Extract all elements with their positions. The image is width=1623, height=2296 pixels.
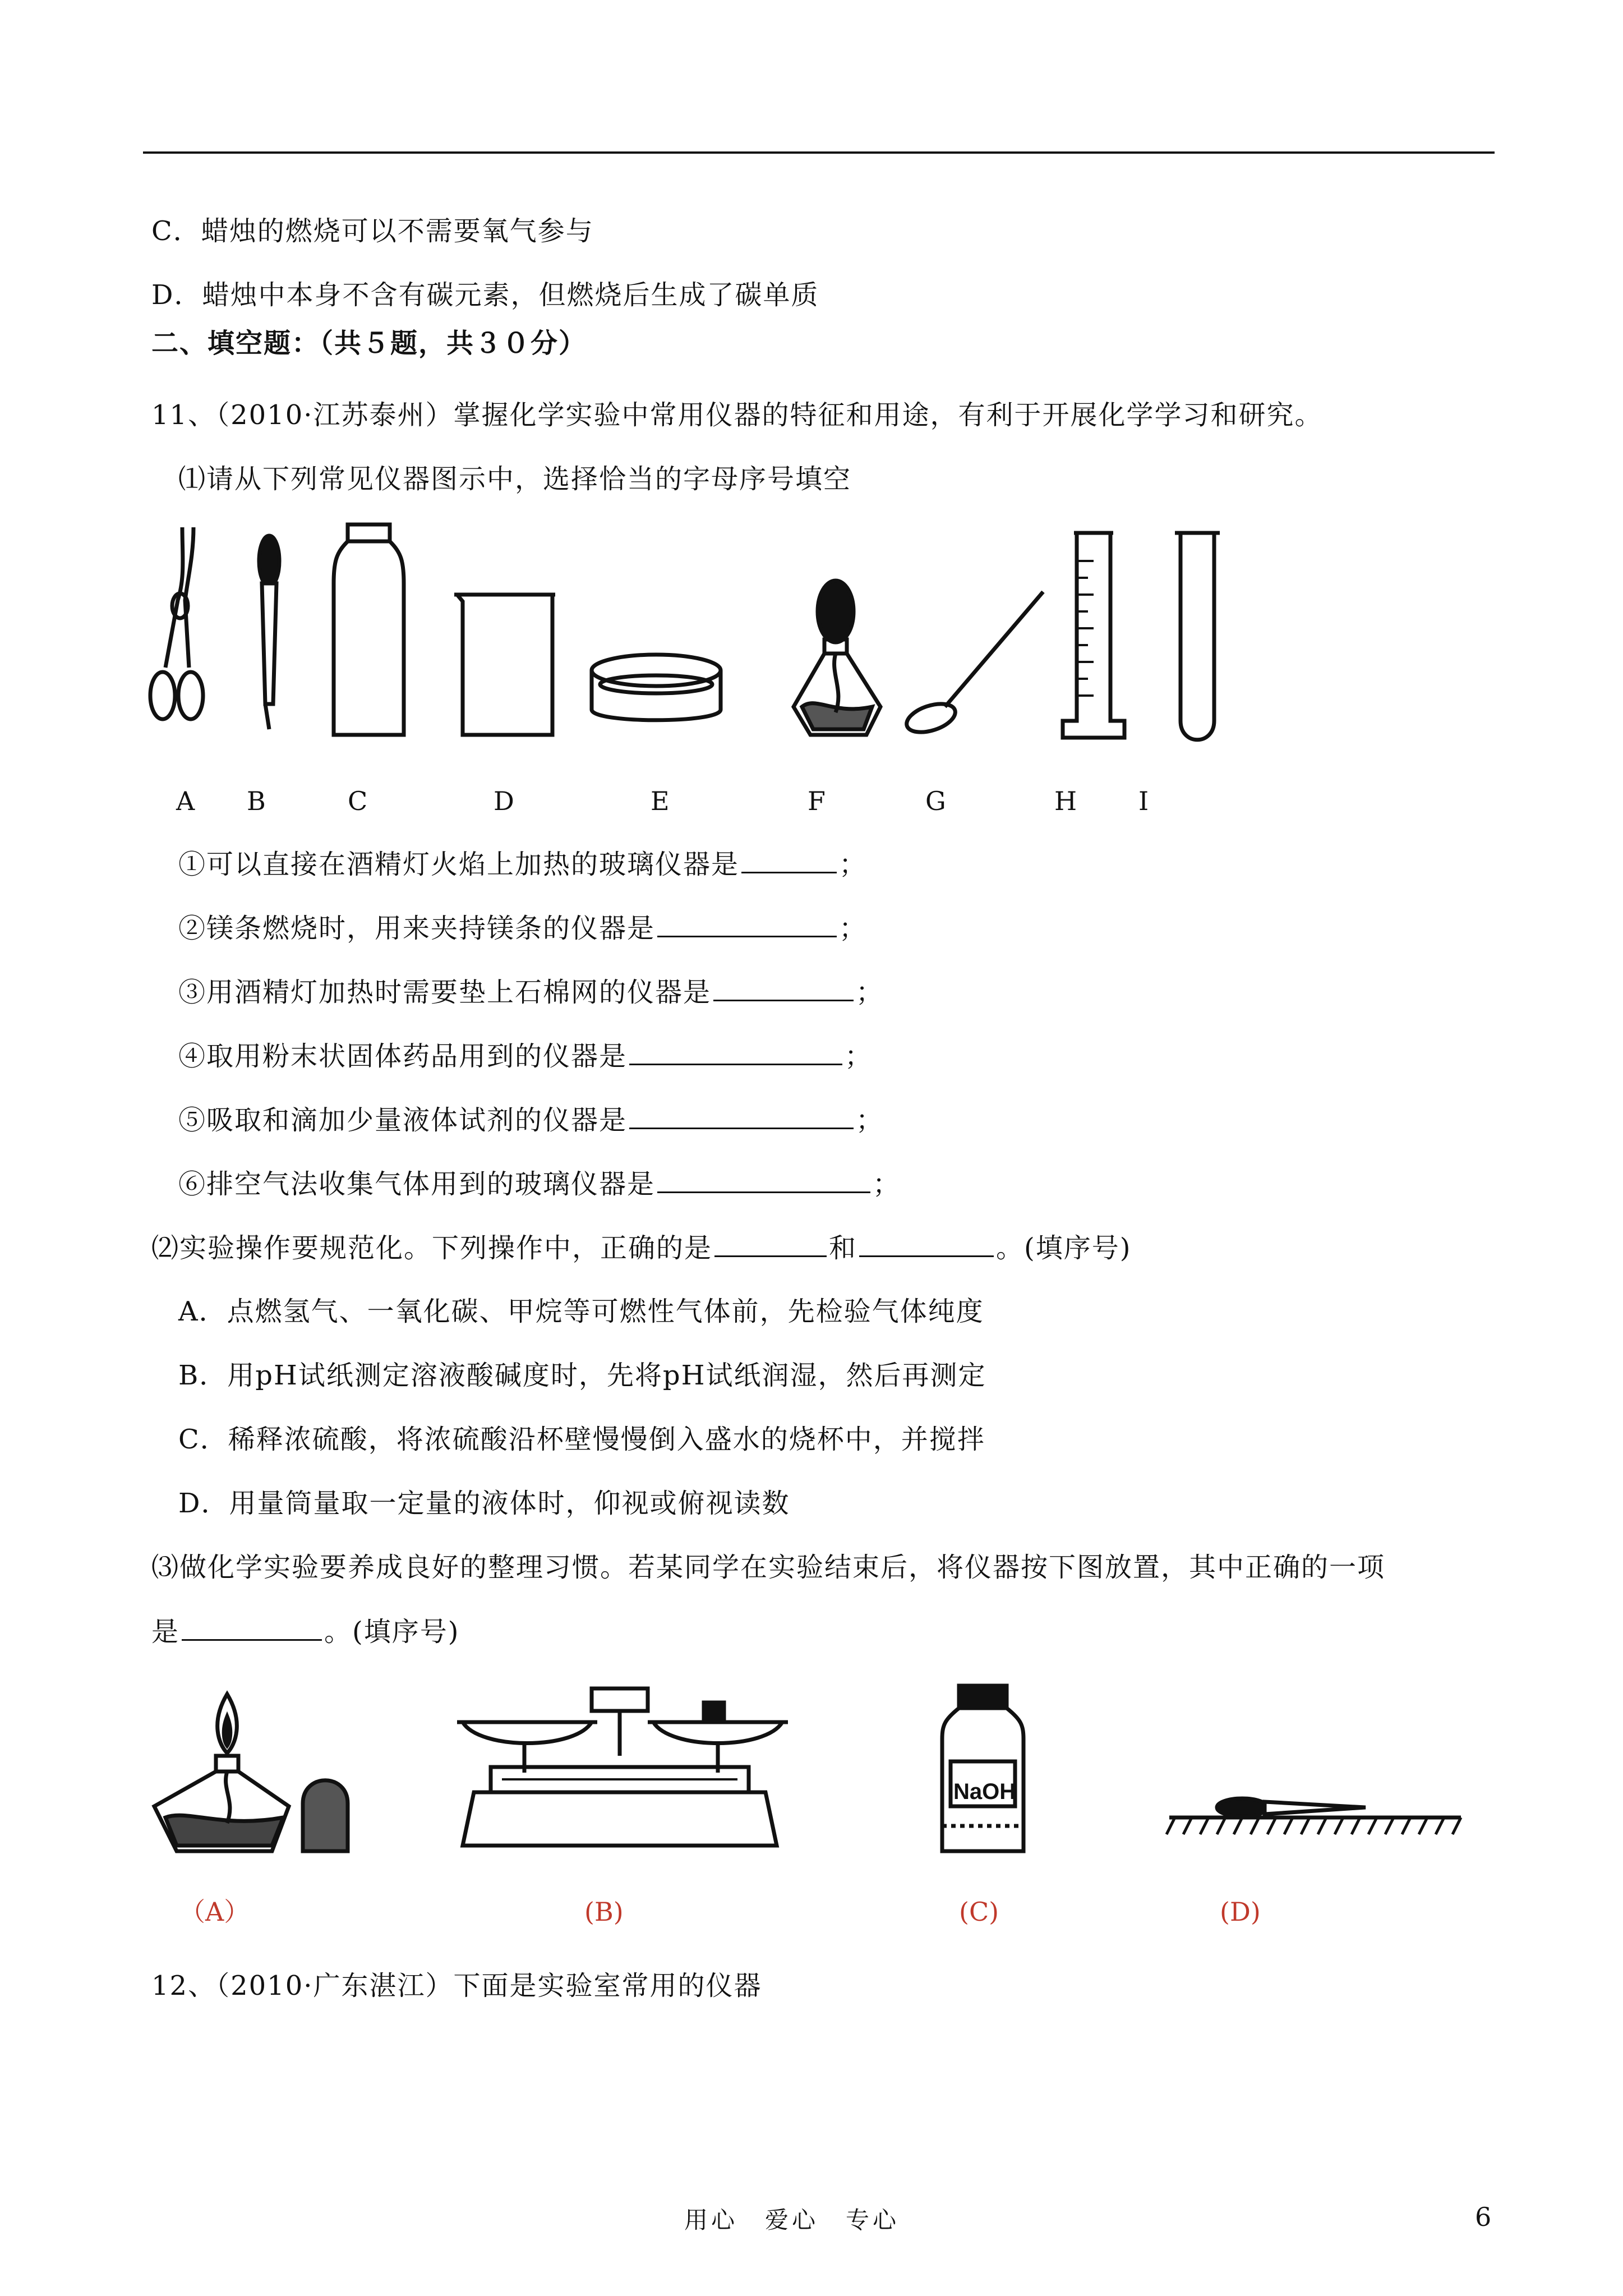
header-rule (143, 151, 1495, 154)
sub-item-4: ④取用粉末状固体药品用到的仪器是 ； (178, 1039, 873, 1073)
fig2-label-a: （A） (179, 1897, 250, 1927)
dropper-icon (259, 536, 279, 729)
test-tube-icon (1175, 533, 1220, 740)
page-footer: 用心 爱心 专心 (684, 2206, 900, 2234)
evaporating-dish-icon (592, 655, 721, 720)
naoh-reagent-bottle-icon (942, 1686, 1023, 1851)
answer-blank[interactable] (859, 1231, 994, 1257)
label-e: E (651, 786, 670, 816)
medicine-spoon-icon (903, 592, 1043, 738)
answer-blank[interactable] (657, 1167, 870, 1193)
part2-option-a: A．点燃氢气、一氧化碳、甲烷等可燃性气体前，先检验气体纯度 (178, 1296, 984, 1327)
answer-blank[interactable] (714, 1231, 827, 1257)
label-c: C (348, 786, 368, 816)
page-number: 6 (1475, 2202, 1492, 2232)
placement-figure (143, 1683, 1489, 1874)
section-heading: 二、填空题：（共５题，共３０分） (151, 328, 587, 359)
crucible-tongs-icon (150, 527, 203, 719)
answer-blank[interactable] (182, 1614, 322, 1641)
label-i: I (1138, 786, 1149, 816)
fig2-label-d: (D) (1220, 1897, 1261, 1927)
option-d: D．蜡烛中本身不含有碳元素，但燃烧后生成了碳单质 (151, 279, 819, 311)
graduated-cylinder-icon (1063, 533, 1124, 738)
wide-mouth-bottle-icon (334, 524, 404, 735)
lamp-cap-icon (303, 1780, 348, 1851)
part2-option-c: C．稀释浓硫酸，将浓硫酸沿杯壁慢慢倒入盛水的烧杯中，并搅拌 (178, 1424, 985, 1455)
beaker-icon (454, 595, 555, 735)
question-11-part2: ⑵实验操作要规范化。下列操作中，正确的是 和 。(填序号) (151, 1231, 1132, 1265)
part2-option-d: D．用量筒量取一定量的液体时，仰视或俯视读数 (178, 1488, 790, 1519)
label-f: F (808, 786, 826, 816)
question-11-part3-line2: 是 。(填序号) (151, 1614, 459, 1649)
question-11-part3: ⑶做化学实验要养成良好的整理习惯。若某同学在实验结束后，将仪器按下图放置，其中正确的一项 (151, 1552, 1386, 1583)
label-g: G (925, 786, 946, 816)
label-a: A (176, 786, 195, 816)
answer-blank[interactable] (713, 975, 854, 1001)
part2-option-b: B．用pH试纸测定溶液酸碱度时，先将pH试纸润湿，然后再测定 (178, 1360, 986, 1391)
fig2-label-b: (B) (584, 1897, 624, 1927)
sub-item-3: ③用酒精灯加热时需要垫上石棉网的仪器是 ； (178, 975, 884, 1009)
label-h: H (1054, 786, 1077, 816)
answer-blank[interactable] (657, 911, 837, 937)
option-c: C．蜡烛的燃烧可以不需要氧气参与 (151, 215, 594, 247)
sub-item-1: ①可以直接在酒精灯火焰上加热的玻璃仪器是 ； (178, 847, 867, 881)
instruments-figure (143, 522, 1265, 757)
question-12: 12、（2010·广东湛江）下面是实验室常用的仪器 (151, 1970, 762, 2001)
answer-blank[interactable] (629, 1039, 842, 1065)
lit-alcohol-lamp-icon (154, 1694, 289, 1851)
label-d: D (494, 786, 514, 816)
question-11-part1: ⑴请从下列常见仪器图示中，选择恰当的字母序号填空 (178, 463, 852, 495)
balance-icon (457, 1688, 788, 1846)
sub-item-2: ②镁条燃烧时，用来夹持镁条的仪器是 ； (178, 911, 867, 945)
label-b: B (247, 786, 266, 816)
sub-item-5: ⑤吸取和滴加少量液体试剂的仪器是 ； (178, 1103, 884, 1137)
answer-blank[interactable] (741, 847, 837, 873)
alcohol-lamp-icon (794, 581, 880, 735)
question-11: 11、（2010·江苏泰州）掌握化学实验中常用仪器的特征和用途，有利于开展化学学习和研究。 (151, 399, 1323, 431)
fig2-label-c: (C) (959, 1897, 999, 1927)
dropper-on-table-icon (1166, 1798, 1461, 1834)
answer-blank[interactable] (629, 1103, 854, 1129)
sub-item-6: ⑥排空气法收集气体用到的玻璃仪器是 ； (178, 1167, 901, 1201)
naoh-label: NaOH (953, 1779, 1016, 1804)
